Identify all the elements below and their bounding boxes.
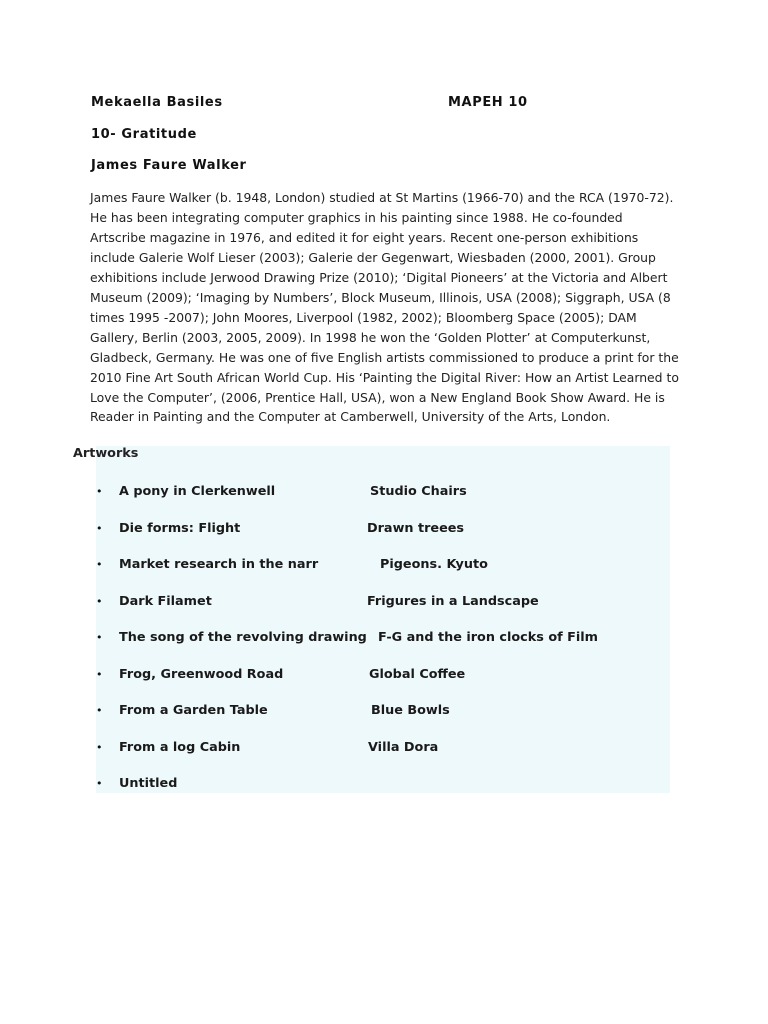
bullet: • — [96, 741, 103, 754]
bullet: • — [96, 704, 103, 717]
artwork-title: Dark Filamet — [119, 594, 212, 609]
artwork-title: Studio Chairs — [370, 484, 467, 499]
bullet: • — [96, 668, 103, 681]
artwork-row — [0, 555, 700, 575]
artwork-row — [0, 482, 700, 502]
bullet: • — [96, 558, 103, 571]
artwork-row — [0, 592, 700, 612]
artwork-row — [0, 774, 700, 794]
bullet: • — [96, 595, 103, 608]
artwork-title: Frigures in a Landscape — [367, 594, 539, 609]
artwork-title: From a log Cabin — [119, 740, 241, 755]
artist-name: James Faure Walker — [91, 158, 247, 173]
artwork-title: From a Garden Table — [119, 703, 268, 718]
artworks-heading: Artworks — [73, 446, 139, 461]
artwork-row — [0, 701, 700, 721]
topic-title: 10- Gratitude — [91, 127, 197, 142]
artwork-row — [0, 665, 700, 685]
student-name: Mekaella Basiles — [91, 95, 223, 110]
bullet: • — [96, 485, 103, 498]
artwork-title: Market research in the narr — [119, 557, 319, 572]
artwork-title: A pony in Clerkenwell — [119, 484, 276, 499]
bullet: • — [96, 522, 103, 535]
artwork-title: The song of the revolving drawing — [119, 630, 367, 645]
artwork-row — [0, 519, 700, 539]
artwork-title: Die forms: Flight — [119, 521, 241, 536]
artist-biography: James Faure Walker (b. 1948, London) studied at St Martins (1966-70) and the RCA (1970-72). He has been integrating computer graphics in his painting since 1988. He co-founded Artscribe magazine in 1976, and edited it for eight years. Recent one-person exhibitions include Galerie Wolf Lieser (2003); Galerie der Gegenwart, Wiesbaden (2000, 2001). Group exhibitions include Jerwood Drawing Prize (2010); ‘Digital Pioneers’ at the Victoria and Albert Museum (2009); ‘Imaging by Numbers’, Block Museum, Illinois, USA (2008); Siggraph, USA (8 times 1995 -2007); John Moores, Liverpool (1982, 2002); Bloomberg Space (2005); DAM Gallery, Berlin (2003, 2005, 2009). In 1998 he won the ‘Golden Plotter’ at Computerkunst, Gladbeck, Germany. He was one of five English artists commissioned to produce a print for the 2010 Fine Art South African World Cup. His ‘Painting the Digital River: How an Artist Learned to Love the Computer’, (2006, Prentice Hall, USA), won a New England Book Show Award. He is Reader in Painting and the Computer at Camberwell, University of the Arts, London. — [90, 190, 679, 425]
artwork-title: Pigeons. Kyuto — [380, 557, 488, 572]
bullet: • — [96, 777, 103, 790]
artwork-title: Villa Dora — [368, 740, 439, 755]
artwork-title: Global Coffee — [369, 667, 466, 682]
artwork-row — [0, 738, 700, 758]
bullet: • — [96, 631, 103, 644]
artwork-title: Frog, Greenwood Road — [119, 667, 284, 682]
subject-label: MAPEH 10 — [448, 95, 528, 110]
artwork-title: Drawn treees — [367, 521, 465, 536]
artwork-title: Blue Bowls — [371, 703, 450, 718]
artwork-row — [0, 628, 700, 648]
artwork-title: Untitled — [119, 776, 178, 791]
artwork-title: F-G and the iron clocks of Film — [378, 630, 598, 645]
